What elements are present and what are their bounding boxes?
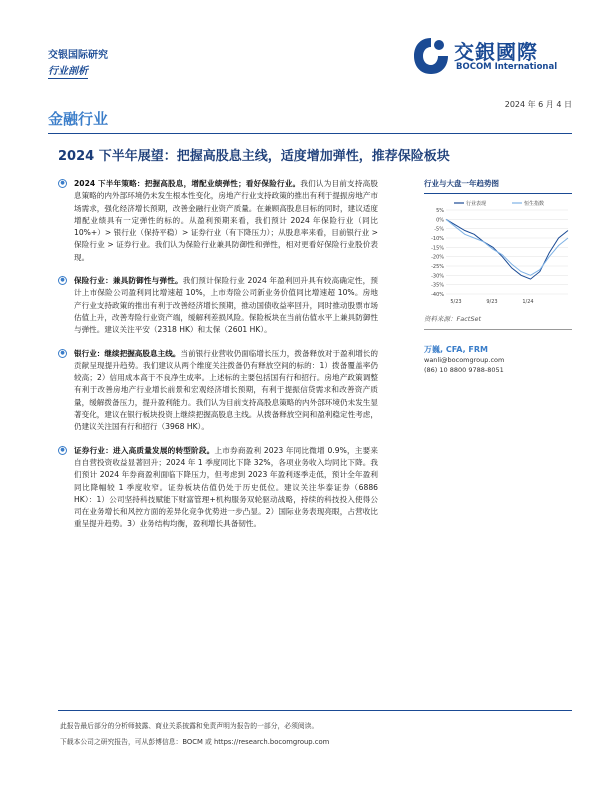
y-tick-label: -25% bbox=[431, 264, 444, 270]
paragraph-body: 当前银行业营收仍面临增长压力，拨备释放对于盈利增长的贡献呈现提升趋势。我们建议从两个维度关注拨备仍有释放空间的标的：1）拨备覆盖率仍较高；2）信用成本高于不良净生成率。上述标的主要包括国有行和招行。房地产政策调整有利于改善房地产行业增长前景和宏观经济增长预期，有利于提振信贷需求和改善资产质量，缓解拨备压力，提升盈利能力。我们认为目前支持高股息策略的内外部环境仍未发生显著变化，建议在银行板块投资上继续把握高股息主线。从拨备释放空间和盈利稳定性考虑，仍建议关注国有行和招行（3968 HK）。 bbox=[74, 348, 379, 432]
y-tick-label: 5% bbox=[436, 208, 444, 214]
paragraph-insurance bbox=[58, 275, 378, 336]
paragraph-lead: 保险行业：兼具防御性与弹性。 bbox=[74, 276, 183, 286]
sidebar-divider bbox=[424, 193, 572, 194]
analyst-name: 万巍, CFA, FRM bbox=[424, 345, 488, 354]
paragraph-lead: 证券行业：进入高质量发展的转型阶段。 bbox=[74, 445, 215, 455]
legend-label: 恒生指数 bbox=[524, 201, 545, 207]
paragraph-body: 我们认为目前支持高股息策略的内外部环境仍未发生根本性变化，房地产行业支持政策的推出有利于提振房地产市场需求，强化经济增长预期，改善金融行业资产质量。在兼顾高股息目标的同时，建议适度增配业绩具有一定弹性的标的。从盈利预期来看，我们预计 2024 年保险行业（同比 10%+）> 银行业（保持平稳）> 证券行业（有下降压力）；从股息率来看，目前银行业 > 保险行业 > 证券行业。我们认为保险行业兼具防御性和弹性，相对更看好保险行业股价表现。 bbox=[74, 179, 379, 262]
download-info: 下载本公司之研究报告，可从彭博信息：BOCM 或 https://research.bocomgroup.com bbox=[60, 738, 330, 746]
legend-label: 行业表现 bbox=[466, 201, 487, 207]
analyst-email: wanli@bocomgroup.com bbox=[424, 356, 505, 364]
logo-text-cn: 交銀國際 bbox=[454, 40, 538, 64]
bullet-icon: ● bbox=[58, 446, 67, 455]
paragraph-strategy bbox=[58, 178, 378, 264]
logo-text-en: BOCOM International bbox=[456, 62, 558, 72]
y-tick-label: -10% bbox=[431, 236, 444, 242]
company-logo bbox=[412, 36, 572, 76]
y-tick-label: -30% bbox=[431, 273, 444, 280]
y-tick-label: -35% bbox=[431, 282, 444, 289]
industry-heading: 金融行业 bbox=[48, 110, 109, 128]
series-line bbox=[446, 219, 568, 279]
x-tick-label: 5/23 bbox=[450, 299, 462, 305]
paragraph-banking bbox=[58, 348, 378, 434]
x-tick-label: 9/23 bbox=[486, 299, 498, 305]
paragraph-body: 我们预计保险行业 2024 年盈利回升具有较高确定性，预计上市保险公司盈利同比增速超 10%，上市寿险公司新业务价值同比增速超 10%。房地产行业支持政策的推出有利于改善经济增长预期，推动国债收益率回升，同时推动股票市场估值上升，改善寿险行业资产端，缓解利差损风险。保险板块在当前估值水平上兼具防御性与弹性。建议关注平安（2318 HK）和太保（2601 HK）。 bbox=[74, 276, 378, 335]
y-tick-label: 0% bbox=[436, 217, 444, 224]
paragraph-securities bbox=[58, 445, 378, 531]
chart-source: 资料来源：FactSet bbox=[424, 315, 482, 323]
logo-mark-icon bbox=[412, 36, 450, 76]
y-tick-label: -15% bbox=[431, 245, 444, 252]
analyst-phone: (86) 10 8800 9788-8051 bbox=[424, 366, 504, 374]
chart-title: 行业与大盘一年趋势图 bbox=[424, 179, 499, 188]
paragraph-body: 上市券商盈利 2023 年同比微增 0.9%，主要来自自营投资收益显著回升；2024 年 1 季度同比下降 32%，各项业务收入均同比下降。我们预计 2024 年券商盈利面临下降压力，但考虑到 2023 年盈利逐季走低，预计全年盈利同比降幅较 1 季度收窄。证券板块估值仍处于历史低位。建议关注华泰证券（6886 HK）：1）公司坚持科技赋能下财富管理+机构服务双轮驱动战略，持续的科技投入使得公司在业务增长和风控方面的差异化竞争优势进一步凸显。2）国际业务表现亮眼，占营收比重呈提升趋势。3）业务结构均衡，盈利增长具备韧性。 bbox=[74, 445, 379, 529]
y-tick-label: -5% bbox=[434, 226, 444, 233]
footer-divider bbox=[58, 710, 572, 711]
disclaimer-text: 此报告最后部分的分析师披露、商业关系披露和免责声明为报告的一部分，必须阅读。 bbox=[60, 722, 319, 730]
bullet-icon: ● bbox=[58, 349, 67, 358]
report-title: 2024 下半年展望：把握高股息主线，适度增加弹性，推荐保险板块 bbox=[58, 149, 450, 164]
y-tick-label: -20% bbox=[431, 254, 444, 261]
sidebar-divider bbox=[424, 329, 572, 330]
bullet-icon: ● bbox=[58, 179, 67, 188]
x-tick-label: 1/24 bbox=[522, 299, 534, 305]
heading-divider bbox=[48, 133, 572, 134]
paragraph-lead: 2024 下半年策略：把握高股息，增配业绩弹性；看好保险行业。 bbox=[74, 179, 301, 188]
report-section: 行业剖析 bbox=[48, 66, 88, 77]
brand-name: 交银国际研究 bbox=[48, 50, 108, 61]
y-tick-label: -40% bbox=[431, 292, 444, 298]
trend-chart bbox=[424, 198, 572, 308]
report-date: 2024 年 6 月 4 日 bbox=[504, 100, 572, 109]
main-content bbox=[58, 178, 378, 542]
bullet-icon: ● bbox=[58, 276, 67, 285]
sidebar bbox=[424, 178, 572, 375]
brand-divider bbox=[48, 78, 88, 79]
paragraph-lead: 银行业：继续把握高股息主线。 bbox=[74, 348, 181, 358]
